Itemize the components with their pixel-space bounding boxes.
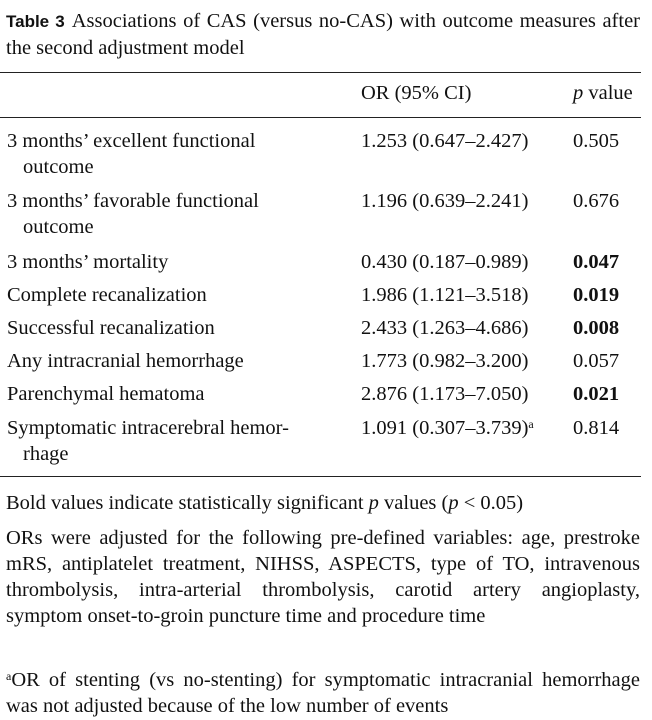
row-p: 0.047: [573, 251, 620, 273]
row-or: [361, 128, 528, 154]
table-caption: [6, 8, 640, 62]
row-or: [361, 282, 528, 308]
row-or-value: 0.430 (0.187–0.989): [361, 251, 529, 273]
bold-note-text: values (: [378, 492, 449, 514]
row-label-line1: Successful recanalization: [7, 317, 215, 339]
bold-note-text: Bold values indicate statistically significant: [6, 492, 369, 514]
row-label: [7, 249, 327, 275]
footnote-marker: a: [6, 669, 12, 683]
row-label-line1: 3 months’ excellent functional: [7, 130, 256, 152]
bold-note-p: p: [368, 492, 379, 514]
row-label: [7, 188, 327, 240]
bold-note-text: < 0.05): [458, 492, 524, 514]
row-label-line1: Any intracranial hemorrhage: [7, 350, 244, 372]
row-label-line1: Symptomatic intracerebral hemor-: [7, 417, 289, 439]
row-p: 0.008: [573, 317, 620, 339]
row-label: [7, 381, 327, 407]
row-p: 0.676: [573, 190, 620, 212]
row-p: 0.019: [573, 284, 620, 306]
row-or: [361, 249, 528, 275]
row-label-line1: Complete recanalization: [7, 284, 207, 306]
bold-note-p: p: [448, 492, 459, 514]
bold-values-note: [6, 490, 640, 516]
row-label: [7, 128, 327, 180]
row-label-line1: Parenchymal hematoma: [7, 383, 205, 405]
header-p-rest: value: [583, 82, 633, 104]
row-label-line1: 3 months’ mortality: [7, 251, 169, 273]
row-or-value: 1.773 (0.982–3.200): [361, 350, 529, 372]
row-or-value: 2.876 (1.173–7.050): [361, 383, 529, 405]
row-label-line2: outcome: [23, 216, 94, 238]
row-p: 0.057: [573, 350, 620, 372]
stenting-note: [6, 667, 640, 719]
row-label: [7, 348, 327, 374]
row-or-value: 2.433 (1.263–4.686): [361, 317, 529, 339]
header-p-value: [573, 80, 633, 106]
row-or: [361, 188, 528, 214]
row-or-value: 1.986 (1.121–3.518): [361, 284, 529, 306]
stenting-note-text: OR of stenting (vs no-stenting) for symptomatic intracranial hemorrhage was not adjusted because of the low number of events: [6, 669, 640, 717]
row-or: [361, 315, 528, 341]
header-p-italic: p: [573, 82, 584, 104]
row-label-line2: rhage: [23, 443, 69, 465]
row-or-value: 1.091 (0.307–3.739): [361, 417, 529, 439]
row-p: 0.814: [573, 417, 620, 439]
row-or: [361, 348, 528, 374]
top-rule: [0, 72, 641, 73]
table-label: Table 3: [6, 12, 65, 31]
table-title: Associations of CAS (versus no-CAS) with outcome measures after the second adjustment model: [6, 10, 640, 59]
row-label-line2: outcome: [23, 156, 94, 178]
row-or: [361, 415, 534, 441]
footnote-marker: a: [528, 417, 534, 431]
row-p: 0.505: [573, 130, 620, 152]
row-label: [7, 315, 327, 341]
row-or: [361, 381, 528, 407]
adjustment-note: ORs were adjusted for the following pre-defined variables: age, prestroke mRS, antiplatelet treatment, NIHSS, ASPECTS, type of TO, intravenous thrombolysis, intra-arterial thrombolysis, carotid artery angioplasty, symptom onset-to-groin puncture time and procedure time: [6, 527, 640, 627]
header-rule: [0, 117, 641, 118]
header-or: OR (95% CI): [361, 82, 472, 104]
row-label: [7, 415, 327, 467]
row-label-line1: 3 months’ favorable functional: [7, 190, 259, 212]
row-or-value: 1.196 (0.639–2.241): [361, 190, 529, 212]
row-p: 0.021: [573, 383, 620, 405]
row-or-value: 1.253 (0.647–2.427): [361, 130, 529, 152]
bottom-rule: [0, 476, 641, 477]
row-label: [7, 282, 327, 308]
